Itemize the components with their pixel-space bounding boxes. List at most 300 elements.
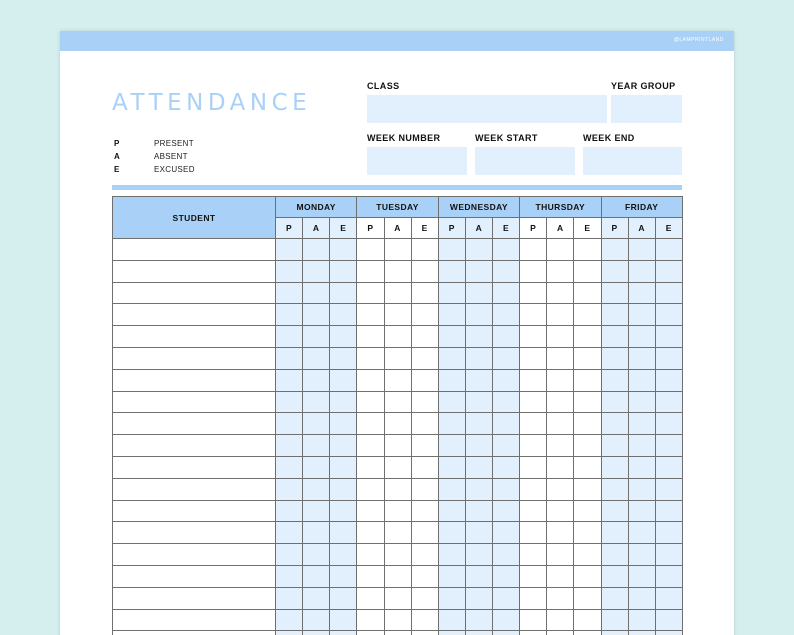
attendance-cell-wednesday-a[interactable] xyxy=(465,565,492,587)
attendance-cell-friday-a[interactable] xyxy=(628,631,655,635)
attendance-cell-tuesday-a[interactable] xyxy=(384,631,411,635)
attendance-cell-friday-a[interactable] xyxy=(628,478,655,500)
student-name-cell[interactable] xyxy=(113,609,276,631)
attendance-cell-monday-p[interactable] xyxy=(276,587,303,609)
student-name-cell[interactable] xyxy=(113,587,276,609)
attendance-cell-tuesday-e[interactable] xyxy=(411,260,438,282)
attendance-cell-wednesday-a[interactable] xyxy=(465,413,492,435)
attendance-cell-friday-a[interactable] xyxy=(628,239,655,261)
attendance-cell-friday-p[interactable] xyxy=(601,587,628,609)
attendance-cell-thursday-e[interactable] xyxy=(574,631,601,635)
attendance-cell-thursday-a[interactable] xyxy=(547,609,574,631)
attendance-cell-tuesday-p[interactable] xyxy=(357,369,384,391)
attendance-cell-tuesday-a[interactable] xyxy=(384,456,411,478)
attendance-cell-tuesday-e[interactable] xyxy=(411,587,438,609)
student-name-cell[interactable] xyxy=(113,369,276,391)
attendance-cell-friday-a[interactable] xyxy=(628,260,655,282)
attendance-cell-friday-p[interactable] xyxy=(601,347,628,369)
attendance-cell-tuesday-p[interactable] xyxy=(357,413,384,435)
attendance-cell-monday-a[interactable] xyxy=(303,413,330,435)
attendance-cell-wednesday-e[interactable] xyxy=(493,587,520,609)
attendance-cell-friday-p[interactable] xyxy=(601,544,628,566)
attendance-cell-monday-a[interactable] xyxy=(303,456,330,478)
attendance-cell-tuesday-e[interactable] xyxy=(411,326,438,348)
attendance-cell-thursday-p[interactable] xyxy=(520,456,547,478)
attendance-cell-friday-e[interactable] xyxy=(655,304,682,326)
attendance-cell-friday-e[interactable] xyxy=(655,435,682,457)
attendance-cell-friday-a[interactable] xyxy=(628,565,655,587)
attendance-cell-wednesday-a[interactable] xyxy=(465,522,492,544)
attendance-cell-wednesday-e[interactable] xyxy=(493,544,520,566)
attendance-cell-thursday-e[interactable] xyxy=(574,282,601,304)
attendance-cell-monday-p[interactable] xyxy=(276,609,303,631)
attendance-cell-tuesday-a[interactable] xyxy=(384,435,411,457)
attendance-cell-monday-e[interactable] xyxy=(330,435,357,457)
attendance-cell-tuesday-p[interactable] xyxy=(357,391,384,413)
attendance-cell-friday-e[interactable] xyxy=(655,587,682,609)
attendance-cell-monday-p[interactable] xyxy=(276,391,303,413)
student-name-cell[interactable] xyxy=(113,413,276,435)
attendance-cell-thursday-a[interactable] xyxy=(547,522,574,544)
attendance-cell-monday-p[interactable] xyxy=(276,260,303,282)
week-number-field[interactable] xyxy=(367,147,467,175)
attendance-cell-friday-p[interactable] xyxy=(601,522,628,544)
attendance-cell-thursday-p[interactable] xyxy=(520,369,547,391)
student-name-cell[interactable] xyxy=(113,631,276,635)
attendance-cell-wednesday-e[interactable] xyxy=(493,522,520,544)
attendance-cell-thursday-e[interactable] xyxy=(574,413,601,435)
student-name-cell[interactable] xyxy=(113,435,276,457)
attendance-cell-friday-p[interactable] xyxy=(601,456,628,478)
attendance-cell-monday-a[interactable] xyxy=(303,544,330,566)
attendance-cell-thursday-e[interactable] xyxy=(574,522,601,544)
attendance-cell-tuesday-a[interactable] xyxy=(384,522,411,544)
attendance-cell-wednesday-e[interactable] xyxy=(493,609,520,631)
attendance-cell-friday-a[interactable] xyxy=(628,435,655,457)
attendance-cell-monday-p[interactable] xyxy=(276,282,303,304)
attendance-cell-wednesday-a[interactable] xyxy=(465,456,492,478)
attendance-cell-monday-a[interactable] xyxy=(303,304,330,326)
attendance-cell-wednesday-a[interactable] xyxy=(465,239,492,261)
attendance-cell-friday-a[interactable] xyxy=(628,587,655,609)
attendance-cell-monday-a[interactable] xyxy=(303,391,330,413)
attendance-cell-monday-e[interactable] xyxy=(330,304,357,326)
attendance-cell-thursday-e[interactable] xyxy=(574,435,601,457)
attendance-cell-tuesday-e[interactable] xyxy=(411,544,438,566)
attendance-cell-wednesday-e[interactable] xyxy=(493,565,520,587)
attendance-cell-monday-a[interactable] xyxy=(303,435,330,457)
attendance-cell-tuesday-e[interactable] xyxy=(411,500,438,522)
attendance-cell-wednesday-e[interactable] xyxy=(493,435,520,457)
student-name-cell[interactable] xyxy=(113,282,276,304)
attendance-cell-monday-p[interactable] xyxy=(276,326,303,348)
attendance-cell-thursday-p[interactable] xyxy=(520,500,547,522)
attendance-cell-thursday-p[interactable] xyxy=(520,260,547,282)
attendance-cell-thursday-p[interactable] xyxy=(520,522,547,544)
attendance-cell-thursday-p[interactable] xyxy=(520,239,547,261)
attendance-cell-tuesday-a[interactable] xyxy=(384,282,411,304)
attendance-cell-tuesday-a[interactable] xyxy=(384,369,411,391)
attendance-cell-friday-e[interactable] xyxy=(655,609,682,631)
attendance-cell-friday-p[interactable] xyxy=(601,565,628,587)
attendance-cell-tuesday-p[interactable] xyxy=(357,304,384,326)
attendance-cell-friday-e[interactable] xyxy=(655,544,682,566)
attendance-cell-friday-e[interactable] xyxy=(655,522,682,544)
attendance-cell-tuesday-p[interactable] xyxy=(357,478,384,500)
attendance-cell-wednesday-a[interactable] xyxy=(465,609,492,631)
attendance-cell-wednesday-a[interactable] xyxy=(465,260,492,282)
attendance-cell-tuesday-a[interactable] xyxy=(384,260,411,282)
attendance-cell-monday-p[interactable] xyxy=(276,435,303,457)
attendance-cell-monday-e[interactable] xyxy=(330,260,357,282)
week-start-field[interactable] xyxy=(475,147,575,175)
attendance-cell-monday-a[interactable] xyxy=(303,500,330,522)
attendance-cell-monday-p[interactable] xyxy=(276,500,303,522)
attendance-cell-friday-p[interactable] xyxy=(601,369,628,391)
attendance-cell-tuesday-a[interactable] xyxy=(384,565,411,587)
attendance-cell-wednesday-e[interactable] xyxy=(493,391,520,413)
student-name-cell[interactable] xyxy=(113,326,276,348)
attendance-cell-thursday-p[interactable] xyxy=(520,326,547,348)
attendance-cell-thursday-e[interactable] xyxy=(574,304,601,326)
attendance-cell-friday-p[interactable] xyxy=(601,631,628,635)
attendance-cell-monday-a[interactable] xyxy=(303,587,330,609)
attendance-cell-friday-e[interactable] xyxy=(655,456,682,478)
attendance-cell-wednesday-e[interactable] xyxy=(493,369,520,391)
attendance-cell-friday-a[interactable] xyxy=(628,282,655,304)
attendance-cell-tuesday-e[interactable] xyxy=(411,478,438,500)
attendance-cell-thursday-a[interactable] xyxy=(547,304,574,326)
attendance-cell-wednesday-p[interactable] xyxy=(438,347,465,369)
attendance-cell-thursday-e[interactable] xyxy=(574,544,601,566)
attendance-cell-thursday-p[interactable] xyxy=(520,587,547,609)
attendance-cell-friday-e[interactable] xyxy=(655,565,682,587)
attendance-cell-thursday-e[interactable] xyxy=(574,369,601,391)
attendance-cell-thursday-e[interactable] xyxy=(574,609,601,631)
attendance-cell-tuesday-p[interactable] xyxy=(357,522,384,544)
attendance-cell-wednesday-p[interactable] xyxy=(438,391,465,413)
attendance-cell-thursday-a[interactable] xyxy=(547,500,574,522)
attendance-cell-thursday-p[interactable] xyxy=(520,391,547,413)
attendance-cell-monday-p[interactable] xyxy=(276,565,303,587)
attendance-cell-thursday-e[interactable] xyxy=(574,326,601,348)
attendance-cell-tuesday-a[interactable] xyxy=(384,347,411,369)
attendance-cell-tuesday-e[interactable] xyxy=(411,282,438,304)
attendance-cell-monday-e[interactable] xyxy=(330,413,357,435)
attendance-cell-tuesday-e[interactable] xyxy=(411,565,438,587)
attendance-cell-monday-e[interactable] xyxy=(330,500,357,522)
attendance-cell-monday-p[interactable] xyxy=(276,304,303,326)
attendance-cell-thursday-e[interactable] xyxy=(574,565,601,587)
attendance-cell-friday-a[interactable] xyxy=(628,544,655,566)
attendance-cell-tuesday-a[interactable] xyxy=(384,304,411,326)
attendance-cell-wednesday-p[interactable] xyxy=(438,522,465,544)
attendance-cell-wednesday-p[interactable] xyxy=(438,282,465,304)
attendance-cell-thursday-e[interactable] xyxy=(574,478,601,500)
attendance-cell-tuesday-p[interactable] xyxy=(357,544,384,566)
attendance-cell-thursday-a[interactable] xyxy=(547,587,574,609)
attendance-cell-monday-e[interactable] xyxy=(330,326,357,348)
attendance-cell-thursday-p[interactable] xyxy=(520,282,547,304)
attendance-cell-thursday-a[interactable] xyxy=(547,435,574,457)
attendance-cell-thursday-a[interactable] xyxy=(547,369,574,391)
attendance-cell-friday-p[interactable] xyxy=(601,478,628,500)
attendance-cell-wednesday-e[interactable] xyxy=(493,631,520,635)
attendance-cell-tuesday-p[interactable] xyxy=(357,456,384,478)
attendance-cell-monday-a[interactable] xyxy=(303,522,330,544)
attendance-cell-friday-e[interactable] xyxy=(655,413,682,435)
attendance-cell-tuesday-a[interactable] xyxy=(384,478,411,500)
attendance-cell-monday-a[interactable] xyxy=(303,282,330,304)
attendance-cell-monday-a[interactable] xyxy=(303,631,330,635)
attendance-cell-friday-p[interactable] xyxy=(601,413,628,435)
student-name-cell[interactable] xyxy=(113,500,276,522)
attendance-cell-tuesday-a[interactable] xyxy=(384,544,411,566)
attendance-cell-friday-p[interactable] xyxy=(601,609,628,631)
attendance-cell-monday-e[interactable] xyxy=(330,609,357,631)
attendance-cell-monday-p[interactable] xyxy=(276,239,303,261)
attendance-cell-monday-p[interactable] xyxy=(276,544,303,566)
attendance-cell-thursday-a[interactable] xyxy=(547,565,574,587)
attendance-cell-monday-e[interactable] xyxy=(330,587,357,609)
attendance-cell-monday-a[interactable] xyxy=(303,260,330,282)
attendance-cell-friday-e[interactable] xyxy=(655,478,682,500)
attendance-cell-friday-a[interactable] xyxy=(628,304,655,326)
attendance-cell-wednesday-p[interactable] xyxy=(438,609,465,631)
attendance-cell-tuesday-p[interactable] xyxy=(357,239,384,261)
attendance-cell-tuesday-e[interactable] xyxy=(411,369,438,391)
attendance-cell-friday-e[interactable] xyxy=(655,347,682,369)
attendance-cell-wednesday-p[interactable] xyxy=(438,500,465,522)
attendance-cell-tuesday-p[interactable] xyxy=(357,260,384,282)
attendance-cell-tuesday-a[interactable] xyxy=(384,239,411,261)
student-name-cell[interactable] xyxy=(113,239,276,261)
attendance-cell-tuesday-a[interactable] xyxy=(384,326,411,348)
attendance-cell-friday-e[interactable] xyxy=(655,260,682,282)
attendance-cell-friday-p[interactable] xyxy=(601,239,628,261)
attendance-cell-wednesday-p[interactable] xyxy=(438,304,465,326)
attendance-cell-thursday-a[interactable] xyxy=(547,456,574,478)
attendance-cell-wednesday-a[interactable] xyxy=(465,369,492,391)
attendance-cell-monday-e[interactable] xyxy=(330,456,357,478)
attendance-cell-wednesday-p[interactable] xyxy=(438,326,465,348)
attendance-cell-thursday-p[interactable] xyxy=(520,304,547,326)
attendance-cell-monday-p[interactable] xyxy=(276,631,303,635)
attendance-cell-thursday-a[interactable] xyxy=(547,347,574,369)
attendance-cell-thursday-p[interactable] xyxy=(520,478,547,500)
attendance-cell-friday-e[interactable] xyxy=(655,282,682,304)
attendance-cell-wednesday-p[interactable] xyxy=(438,260,465,282)
student-name-cell[interactable] xyxy=(113,544,276,566)
attendance-cell-friday-a[interactable] xyxy=(628,347,655,369)
attendance-cell-wednesday-e[interactable] xyxy=(493,304,520,326)
attendance-cell-tuesday-a[interactable] xyxy=(384,587,411,609)
attendance-cell-wednesday-a[interactable] xyxy=(465,544,492,566)
attendance-cell-thursday-a[interactable] xyxy=(547,239,574,261)
attendance-cell-friday-p[interactable] xyxy=(601,326,628,348)
attendance-cell-wednesday-e[interactable] xyxy=(493,413,520,435)
attendance-cell-thursday-e[interactable] xyxy=(574,587,601,609)
attendance-cell-tuesday-p[interactable] xyxy=(357,326,384,348)
attendance-cell-wednesday-a[interactable] xyxy=(465,478,492,500)
student-name-cell[interactable] xyxy=(113,456,276,478)
attendance-cell-monday-e[interactable] xyxy=(330,369,357,391)
attendance-cell-monday-a[interactable] xyxy=(303,478,330,500)
student-name-cell[interactable] xyxy=(113,347,276,369)
attendance-cell-monday-p[interactable] xyxy=(276,478,303,500)
attendance-cell-monday-a[interactable] xyxy=(303,369,330,391)
attendance-cell-thursday-a[interactable] xyxy=(547,282,574,304)
attendance-cell-thursday-e[interactable] xyxy=(574,239,601,261)
attendance-cell-tuesday-p[interactable] xyxy=(357,435,384,457)
attendance-cell-friday-e[interactable] xyxy=(655,239,682,261)
attendance-cell-wednesday-p[interactable] xyxy=(438,478,465,500)
attendance-cell-monday-a[interactable] xyxy=(303,239,330,261)
attendance-cell-thursday-p[interactable] xyxy=(520,347,547,369)
attendance-cell-thursday-e[interactable] xyxy=(574,391,601,413)
attendance-cell-monday-e[interactable] xyxy=(330,544,357,566)
attendance-cell-wednesday-a[interactable] xyxy=(465,282,492,304)
attendance-cell-wednesday-p[interactable] xyxy=(438,565,465,587)
attendance-cell-tuesday-p[interactable] xyxy=(357,565,384,587)
attendance-cell-friday-a[interactable] xyxy=(628,369,655,391)
attendance-cell-monday-p[interactable] xyxy=(276,347,303,369)
attendance-cell-thursday-a[interactable] xyxy=(547,478,574,500)
attendance-cell-wednesday-e[interactable] xyxy=(493,239,520,261)
attendance-cell-tuesday-a[interactable] xyxy=(384,609,411,631)
attendance-cell-wednesday-e[interactable] xyxy=(493,326,520,348)
attendance-cell-thursday-e[interactable] xyxy=(574,456,601,478)
attendance-cell-monday-a[interactable] xyxy=(303,347,330,369)
attendance-cell-thursday-e[interactable] xyxy=(574,500,601,522)
attendance-cell-tuesday-e[interactable] xyxy=(411,522,438,544)
attendance-cell-wednesday-a[interactable] xyxy=(465,631,492,635)
class-field[interactable] xyxy=(367,95,607,123)
attendance-cell-monday-e[interactable] xyxy=(330,239,357,261)
attendance-cell-thursday-p[interactable] xyxy=(520,631,547,635)
attendance-cell-wednesday-p[interactable] xyxy=(438,239,465,261)
attendance-cell-thursday-a[interactable] xyxy=(547,544,574,566)
attendance-cell-thursday-a[interactable] xyxy=(547,631,574,635)
attendance-cell-tuesday-e[interactable] xyxy=(411,435,438,457)
attendance-cell-monday-p[interactable] xyxy=(276,413,303,435)
attendance-cell-tuesday-e[interactable] xyxy=(411,609,438,631)
attendance-cell-friday-e[interactable] xyxy=(655,391,682,413)
attendance-cell-friday-a[interactable] xyxy=(628,500,655,522)
student-name-cell[interactable] xyxy=(113,304,276,326)
attendance-cell-friday-p[interactable] xyxy=(601,260,628,282)
attendance-cell-wednesday-a[interactable] xyxy=(465,500,492,522)
attendance-cell-thursday-a[interactable] xyxy=(547,260,574,282)
attendance-cell-friday-p[interactable] xyxy=(601,391,628,413)
attendance-cell-wednesday-e[interactable] xyxy=(493,456,520,478)
attendance-cell-friday-a[interactable] xyxy=(628,326,655,348)
attendance-cell-wednesday-a[interactable] xyxy=(465,391,492,413)
attendance-cell-thursday-p[interactable] xyxy=(520,435,547,457)
attendance-cell-friday-a[interactable] xyxy=(628,413,655,435)
student-name-cell[interactable] xyxy=(113,260,276,282)
attendance-cell-friday-e[interactable] xyxy=(655,500,682,522)
attendance-cell-wednesday-p[interactable] xyxy=(438,413,465,435)
student-name-cell[interactable] xyxy=(113,522,276,544)
attendance-cell-monday-e[interactable] xyxy=(330,347,357,369)
attendance-cell-wednesday-p[interactable] xyxy=(438,369,465,391)
attendance-cell-wednesday-a[interactable] xyxy=(465,304,492,326)
attendance-cell-tuesday-p[interactable] xyxy=(357,609,384,631)
attendance-cell-monday-e[interactable] xyxy=(330,478,357,500)
attendance-cell-tuesday-e[interactable] xyxy=(411,239,438,261)
attendance-cell-thursday-p[interactable] xyxy=(520,413,547,435)
attendance-cell-tuesday-p[interactable] xyxy=(357,500,384,522)
attendance-cell-monday-e[interactable] xyxy=(330,631,357,635)
attendance-cell-friday-e[interactable] xyxy=(655,631,682,635)
attendance-cell-tuesday-e[interactable] xyxy=(411,413,438,435)
attendance-cell-tuesday-a[interactable] xyxy=(384,500,411,522)
attendance-cell-tuesday-p[interactable] xyxy=(357,347,384,369)
attendance-cell-friday-p[interactable] xyxy=(601,500,628,522)
attendance-cell-friday-a[interactable] xyxy=(628,522,655,544)
attendance-cell-thursday-e[interactable] xyxy=(574,260,601,282)
attendance-cell-wednesday-e[interactable] xyxy=(493,347,520,369)
attendance-cell-tuesday-e[interactable] xyxy=(411,304,438,326)
attendance-cell-thursday-a[interactable] xyxy=(547,391,574,413)
attendance-cell-thursday-p[interactable] xyxy=(520,544,547,566)
attendance-cell-tuesday-e[interactable] xyxy=(411,456,438,478)
week-end-field[interactable] xyxy=(583,147,682,175)
attendance-cell-tuesday-e[interactable] xyxy=(411,391,438,413)
attendance-cell-friday-p[interactable] xyxy=(601,304,628,326)
attendance-cell-tuesday-p[interactable] xyxy=(357,631,384,635)
attendance-cell-monday-a[interactable] xyxy=(303,609,330,631)
attendance-cell-monday-e[interactable] xyxy=(330,565,357,587)
attendance-cell-tuesday-e[interactable] xyxy=(411,347,438,369)
attendance-cell-tuesday-p[interactable] xyxy=(357,587,384,609)
attendance-cell-tuesday-e[interactable] xyxy=(411,631,438,635)
attendance-cell-wednesday-a[interactable] xyxy=(465,347,492,369)
attendance-cell-friday-a[interactable] xyxy=(628,391,655,413)
student-name-cell[interactable] xyxy=(113,565,276,587)
attendance-cell-thursday-p[interactable] xyxy=(520,565,547,587)
attendance-cell-monday-p[interactable] xyxy=(276,456,303,478)
attendance-cell-wednesday-a[interactable] xyxy=(465,435,492,457)
attendance-cell-wednesday-p[interactable] xyxy=(438,456,465,478)
attendance-cell-friday-a[interactable] xyxy=(628,609,655,631)
attendance-cell-thursday-e[interactable] xyxy=(574,347,601,369)
year-group-field[interactable] xyxy=(611,95,682,123)
attendance-cell-friday-e[interactable] xyxy=(655,369,682,391)
attendance-cell-friday-a[interactable] xyxy=(628,456,655,478)
student-name-cell[interactable] xyxy=(113,391,276,413)
attendance-cell-thursday-p[interactable] xyxy=(520,609,547,631)
attendance-cell-monday-e[interactable] xyxy=(330,391,357,413)
attendance-cell-monday-e[interactable] xyxy=(330,522,357,544)
attendance-cell-monday-p[interactable] xyxy=(276,369,303,391)
attendance-cell-wednesday-e[interactable] xyxy=(493,478,520,500)
attendance-cell-monday-p[interactable] xyxy=(276,522,303,544)
attendance-cell-wednesday-p[interactable] xyxy=(438,631,465,635)
attendance-cell-wednesday-p[interactable] xyxy=(438,587,465,609)
attendance-cell-monday-a[interactable] xyxy=(303,326,330,348)
attendance-cell-tuesday-p[interactable] xyxy=(357,282,384,304)
attendance-cell-friday-e[interactable] xyxy=(655,326,682,348)
attendance-cell-tuesday-a[interactable] xyxy=(384,391,411,413)
attendance-cell-wednesday-e[interactable] xyxy=(493,500,520,522)
attendance-cell-tuesday-a[interactable] xyxy=(384,413,411,435)
attendance-cell-wednesday-p[interactable] xyxy=(438,544,465,566)
attendance-cell-monday-e[interactable] xyxy=(330,282,357,304)
attendance-cell-wednesday-e[interactable] xyxy=(493,260,520,282)
attendance-cell-friday-p[interactable] xyxy=(601,282,628,304)
